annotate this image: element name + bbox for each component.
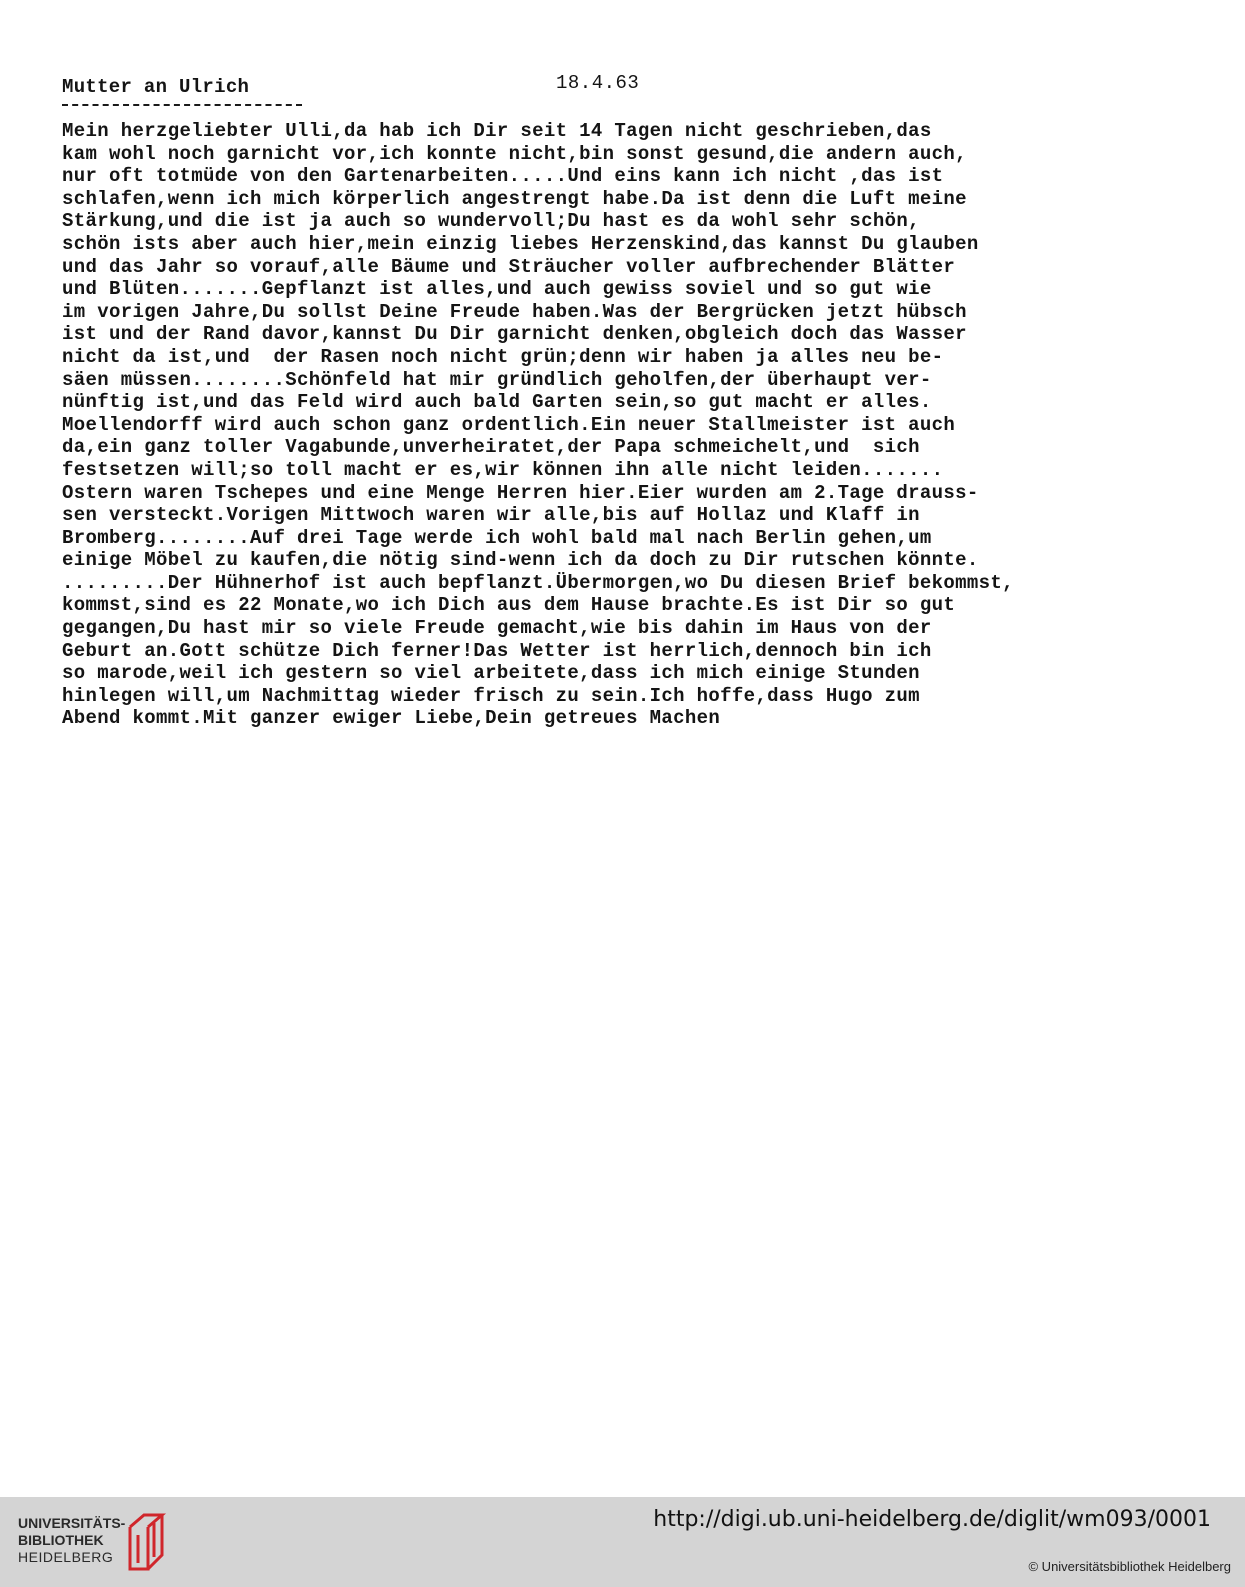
letter-line: im vorigen Jahre,Du sollst Deine Freude haben.Was der Bergrücken jetzt hübsch [62, 300, 967, 323]
letter-line: kam wohl noch garnicht vor,ich konnte nicht,bin sonst gesund,die andern auch, [62, 142, 967, 165]
letter-line: gegangen,Du hast mir so viele Freude gemacht,wie bis dahin im Haus von der [62, 617, 932, 640]
letter-body [62, 120, 1122, 730]
library-logo-text [18, 1515, 125, 1566]
copyright-notice: © Universitätsbibliothek Heidelberg [1028, 1559, 1231, 1574]
letter-line: nicht da ist,und der Rasen noch nicht grün;denn wir haben ja alles neu be- [62, 345, 944, 368]
letter-heading: Mutter an Ulrich [62, 76, 250, 98]
letter-line: kommst,sind es 22 Monate,wo ich Dich aus dem Hause brachte.Es ist Dir so gut [62, 594, 956, 617]
letter-line: schön ists aber auch hier,mein einzig liebes Herzenskind,das kannst Du glauben [62, 232, 979, 255]
letter-line: Stärkung,und die ist ja auch so wundervoll;Du hast es da wohl sehr schön, [62, 210, 920, 233]
letter-line: einige Möbel zu kaufen,die nötig sind-wenn ich da doch zu Dir rutschen könnte. [62, 549, 979, 572]
letter-line: Bromberg........Auf drei Tage werde ich wohl bald mal nach Berlin gehen,um [62, 526, 932, 549]
letter-line: ist und der Rand davor,kannst Du Dir garnicht denken,obgleich doch das Wasser [62, 323, 967, 346]
letter-line: und das Jahr so vorauf,alle Bäume und Sträucher voller aufbrechender Blätter [62, 255, 956, 278]
letter-line: schlafen,wenn ich mich körperlich angestrengt habe.Da ist denn die Luft meine [62, 187, 967, 210]
logo-line-2: BIBLIOTHEK [18, 1532, 104, 1548]
heading-underline [62, 104, 302, 106]
letter-line: Moellendorff wird auch schon ganz ordentlich.Ein neuer Stallmeister ist auch [62, 413, 956, 436]
letter-line: Ostern waren Tschepes und eine Menge Herren hier.Eier wurden am 2.Tage drauss- [62, 481, 979, 504]
letter-line: festsetzen will;so toll macht er es,wir können ihn alle nicht leiden....... [62, 458, 944, 481]
letter-line: .........Der Hühnerhof ist auch bepflanzt.Übermorgen,wo Du diesen Brief bekommst, [62, 571, 1014, 594]
letter-line: und Blüten.......Gepflanzt ist alles,und auch gewiss soviel und so gut wie [62, 278, 932, 301]
letter-line: säen müssen........Schönfeld hat mir gründlich geholfen,der überhaupt ver- [62, 368, 932, 391]
letter-line: hinlegen will,um Nachmittag wieder frisch zu sein.Ich hoffe,dass Hugo zum [62, 684, 920, 707]
letter-date: 18.4.63 [556, 72, 640, 94]
letter-line: nünftig ist,und das Feld wird auch bald Garten sein,so gut macht er alles. [62, 391, 932, 414]
letter-line: nur oft totmüde von den Gartenarbeiten.....Und eins kann ich nicht ,das ist [62, 165, 944, 188]
library-logo-icon [126, 1505, 172, 1573]
footer-bar [0, 1497, 1245, 1587]
letter-line: sen versteckt.Vorigen Mittwoch waren wir alle,bis auf Hollaz und Klaff in [62, 504, 920, 527]
letter-line: Mein herzgeliebter Ulli,da hab ich Dir seit 14 Tagen nicht geschrieben,das [62, 120, 932, 142]
letter-line: Geburt an.Gott schütze Dich ferner!Das Wetter ist herrlich,dennoch bin ich [62, 639, 932, 662]
logo-line-1: UNIVERSITÄTS- [18, 1515, 126, 1531]
letter-line: Abend kommt.Mit ganzer ewiger Liebe,Dein getreues Machen [62, 707, 721, 730]
letter-line: so marode,weil ich gestern so viel arbeitete,dass ich mich einige Stunden [62, 662, 920, 685]
letter-line: da,ein ganz toller Vagabunde,unverheiratet,der Papa schmeichelt,und sich [62, 436, 920, 459]
logo-line-3: HEIDELBERG [18, 1549, 114, 1565]
document-url-link[interactable]: http://digi.ub.uni-heidelberg.de/diglit/wm093/0001 [653, 1507, 1211, 1532]
